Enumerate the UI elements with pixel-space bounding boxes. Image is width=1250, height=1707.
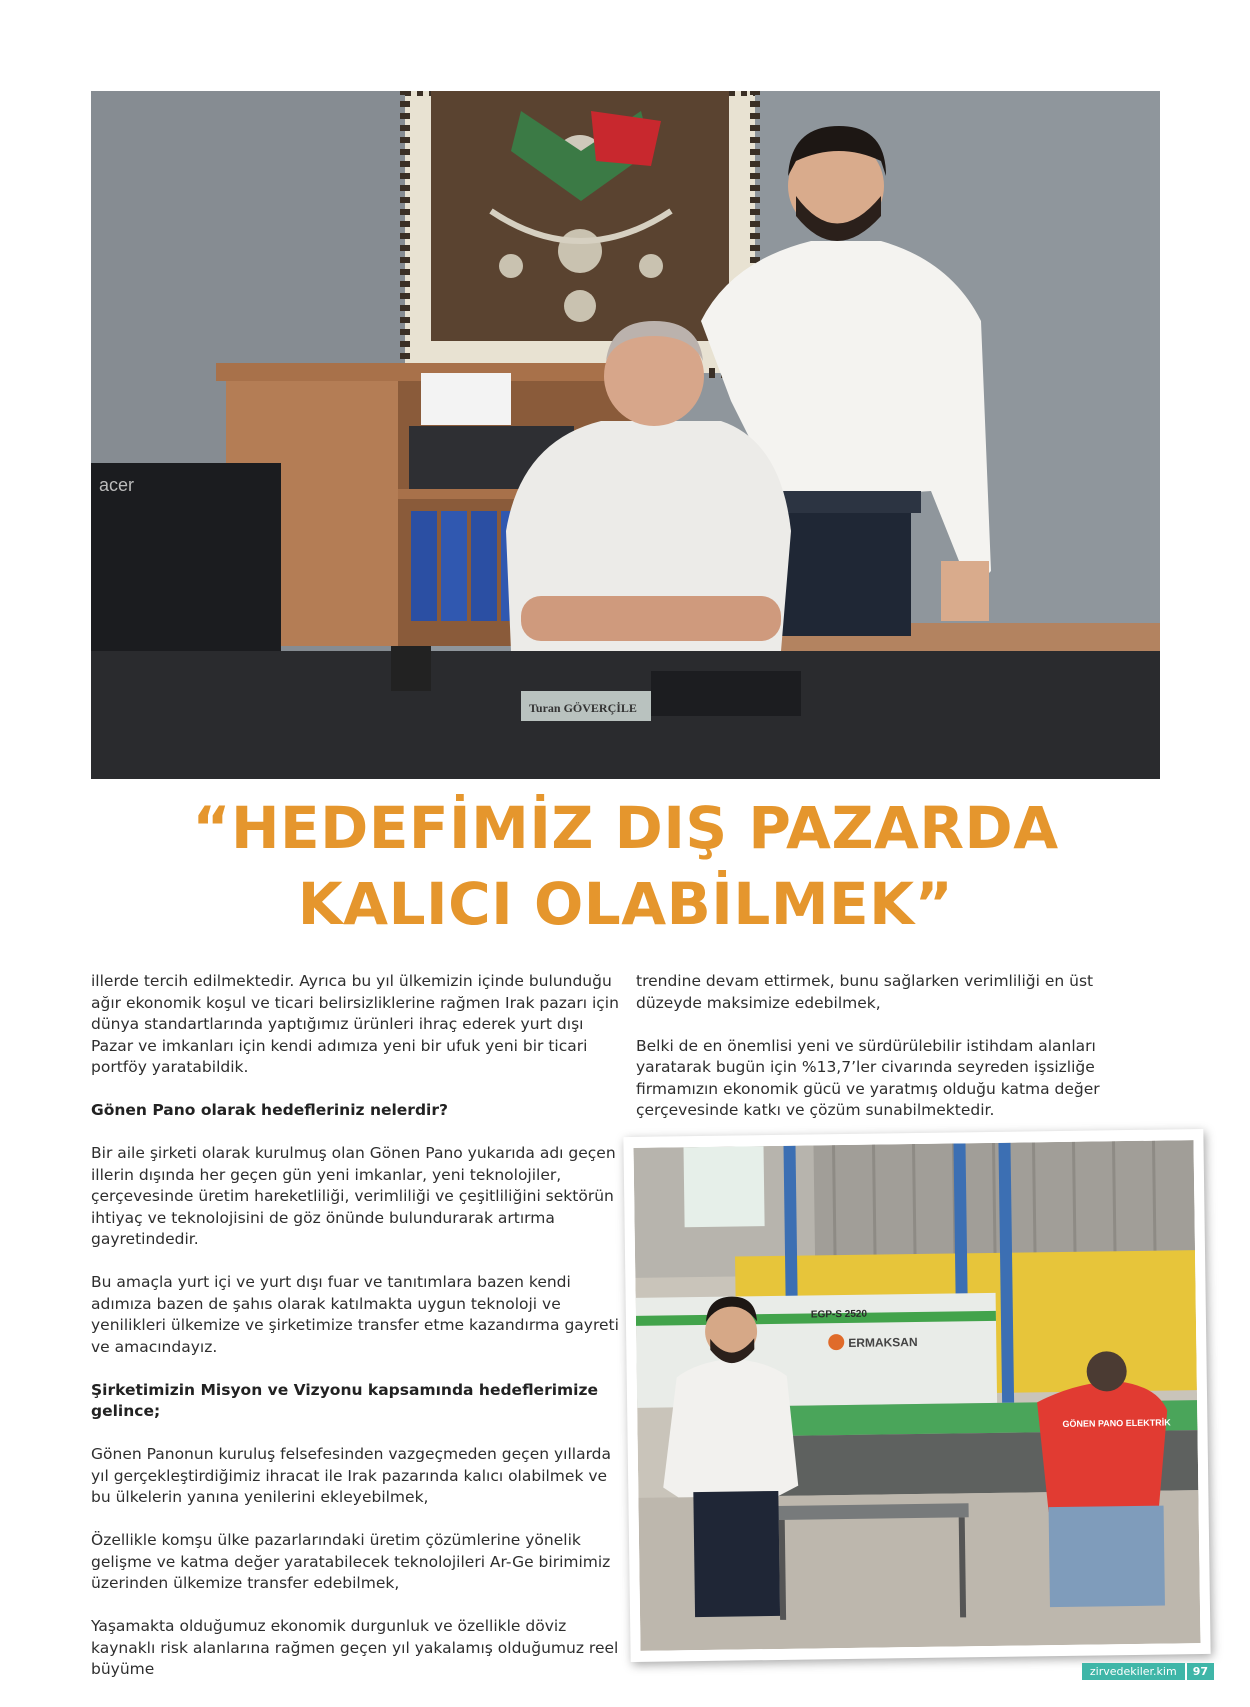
question-heading: Şirketimizin Misyon ve Vizyonu kapsamında hedeflerimize gelince; <box>91 1380 599 1420</box>
paragraph: trendine devam ettirmek, bunu sağlarken verimliliği en üst düzeyde maksimize edebilmek, <box>636 972 1094 1012</box>
footer-site: zirvedekiler.kim <box>1082 1663 1185 1680</box>
svg-text:GÖNEN PANO ELEKTRİK: GÖNEN PANO ELEKTRİK <box>1062 1417 1171 1429</box>
paragraph: Gönen Panonun kuruluş felsefesinden vazgeçmeden geçen yıllarda yıl gerçekleştirdiğimiz ihracat ile Irak pazarında kalıcı olabilmek ve bu ülkelerin yanına yenilerini ekleyebilmek, <box>91 1445 612 1506</box>
factory-photo-illustration <box>634 1140 1201 1651</box>
paragraph: Özellikle komşu ülke pazarlarındaki üretim çözümlerine yönelik gelişme ve katma değer yaratabilecek teknolojileri Ar-Ge birimimiz üzerinden ülkemize transfer edebilmek, <box>91 1531 611 1592</box>
factory-photo-frame <box>623 1129 1210 1662</box>
svg-text:EGP-S 2520: EGP-S 2520 <box>810 1308 868 1321</box>
framed-emblem <box>405 91 755 373</box>
factory-photo <box>634 1140 1201 1651</box>
office-photo <box>91 91 1160 779</box>
paragraph: Belki de en önemlisi yeni ve sürdürülebilir istihdam alanları yaratarak bugün için %13,7’ler civarında seyreden işsizliğe firmamızın ekonomik gücü ve yaratmış olduğu katma değer çerçevesinde katkı ve çözüm sunabilmektedir. <box>636 1036 1100 1119</box>
page-number: 97 <box>1187 1663 1214 1680</box>
office-photo-illustration <box>91 91 1160 779</box>
svg-text:acer: acer <box>99 475 135 495</box>
page-footer <box>1082 1663 1214 1680</box>
paragraph: Yaşamakta olduğumuz ekonomik durgunluk ve özellikle döviz kaynaklı risk alanlarına rağmen geçen yıl yakalamış olduğumuz reel büyüme <box>91 1617 619 1678</box>
svg-text:Turan GÖVERÇİLE: Turan GÖVERÇİLE <box>529 701 637 715</box>
paragraph: Bir aile şirketi olarak kurulmuş olan Gönen Pano yukarıda adı geçen illerin dışında her geçen gün yeni imkanlar, yeni teknolojiler, çerçevesinde üretim hareketliliği, verimliliği ve çeşitliliğini sektörün ihtiyaç ve teknolojisini de göz önünde bulundurarak artırma gayretindedir. <box>91 1144 616 1248</box>
paragraph: illerde tercih edilmektedir. Ayrıca bu yıl ülkemizin içinde bulunduğu ağır ekonomik koşul ve ticari belirsizliklerine rağmen Irak pazarı için dünya standartlarında yaptığımız ürünleri ihraç ederek yurt dışı Pazar ve imkanları için kendi adımıza yeni bir ufuk yeni bir ticari portföy yaratabildik. <box>91 972 619 1076</box>
question-heading: Gönen Pano olarak hedefleriniz nelerdir? <box>91 1101 448 1119</box>
headline-line-2: KALICI OLABİLMEK” <box>297 870 954 938</box>
headline-line-1: “HEDEFİMİZ DIŞ PAZARDA <box>192 794 1059 862</box>
article-headline <box>91 790 1160 942</box>
body-column-left <box>91 971 621 1702</box>
svg-text:ERMAKSAN: ERMAKSAN <box>848 1334 918 1350</box>
paragraph: Bu amaçla yurt içi ve yurt dışı fuar ve tanıtımlara bazen kendi adımıza bazen de şahıs olarak katılmakta uygun teknoloji ve yenilikleri ülkemize ve şirketimize transfer etme kazandırma gayreti ve amacındayız. <box>91 1273 619 1356</box>
desk-nameplate <box>521 691 651 721</box>
body-column-right <box>636 971 1156 1143</box>
